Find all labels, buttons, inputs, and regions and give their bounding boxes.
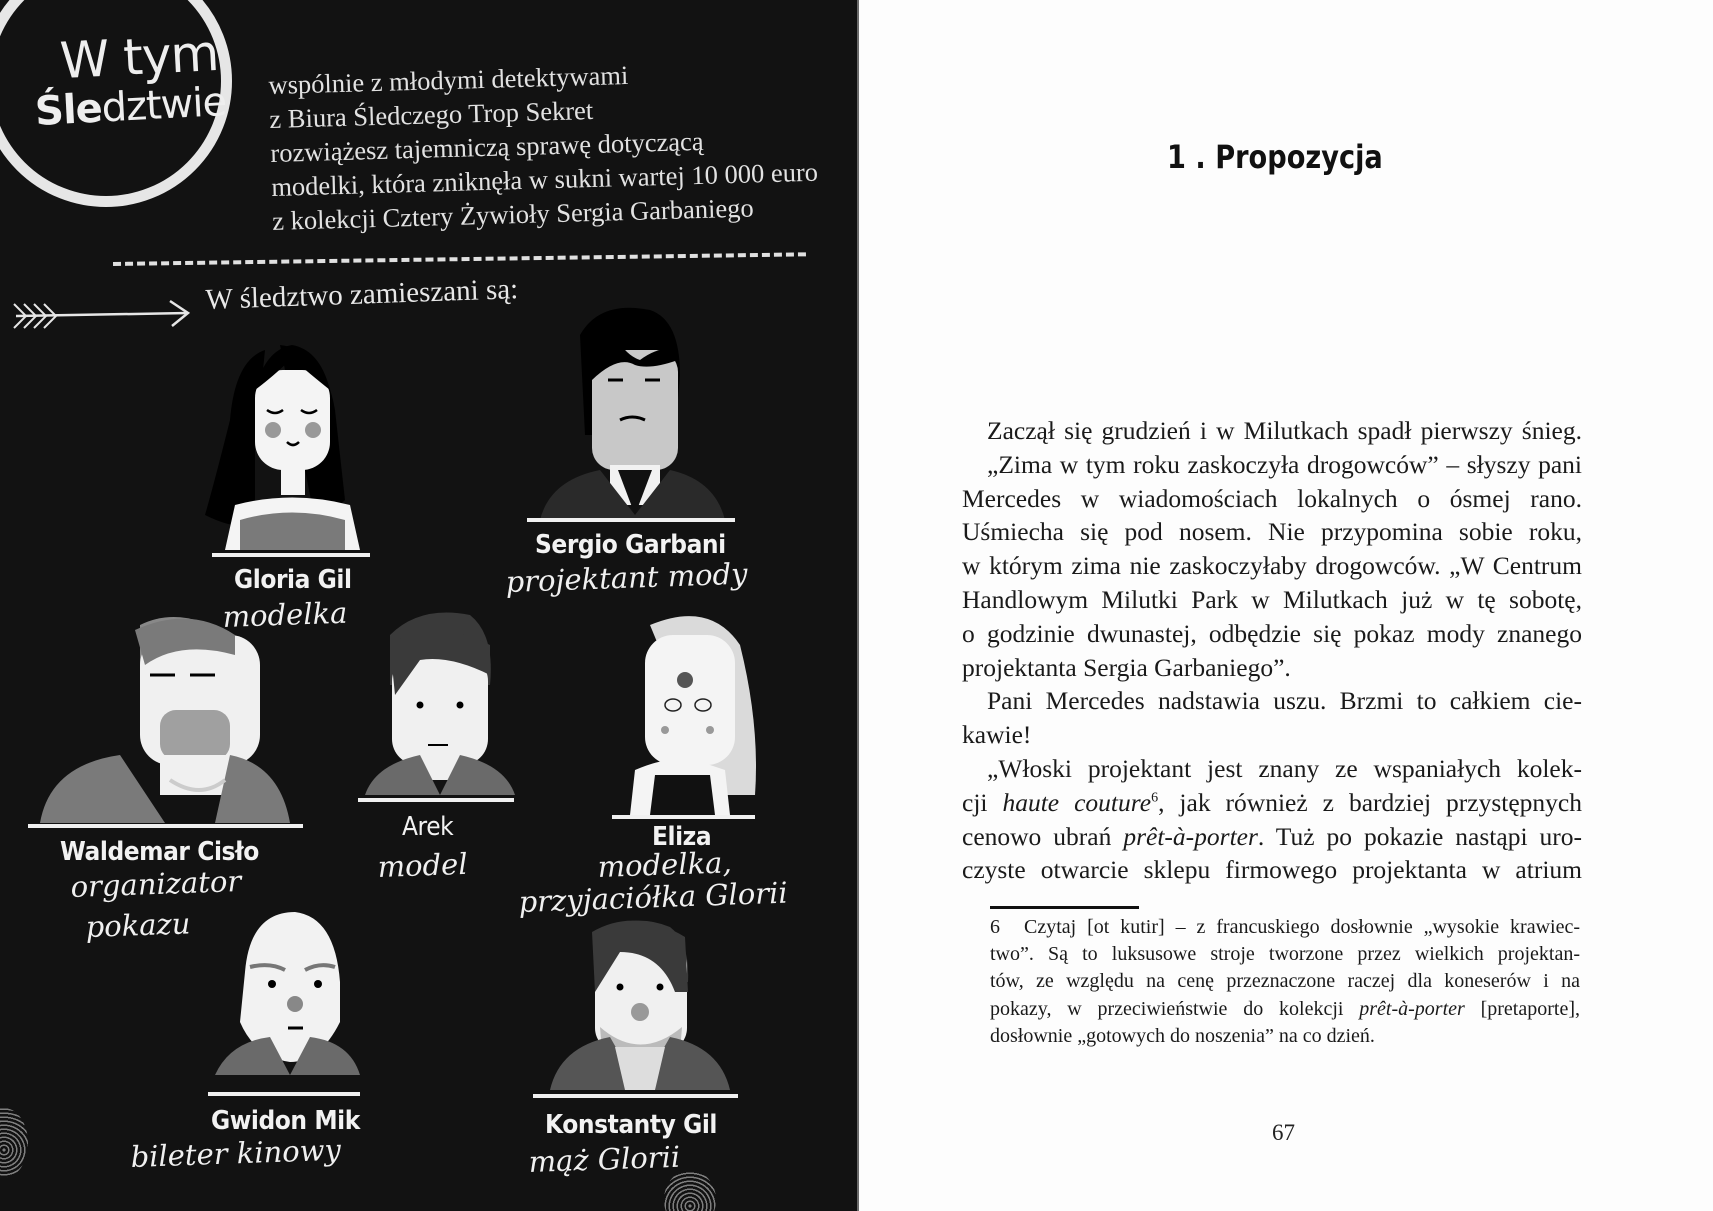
text-run: . Tuż po pokazie nastąpi uro-	[1257, 821, 1582, 851]
eliza-base	[612, 815, 755, 819]
italic-term: haute couture	[1002, 787, 1152, 817]
character-name: Gwidon Mik	[211, 1106, 360, 1136]
character-role: model	[377, 846, 469, 884]
character-name: Sergio Garbani	[535, 530, 726, 560]
footnote-line: dosłownie „gotowych do noszenia” na co dzień.	[990, 1024, 1375, 1047]
character-name: Arek	[402, 812, 454, 842]
text-run: cji	[962, 787, 1003, 817]
intro-text	[268, 51, 857, 238]
intro-line: z kolekcji Cztery Żywioły Sergia Garbaniego	[271, 192, 755, 236]
footnote-line: tów, ze względu na cenę przeznaczone raczej dla koneserów i na	[990, 970, 1580, 993]
chapter-title: 1 . Propozycja	[1167, 138, 1383, 176]
character-role: modelka	[222, 595, 348, 634]
character-role-line: przyjaciółka Glorii	[518, 875, 789, 919]
konstanty-gil-base	[533, 1094, 738, 1098]
arek-base	[358, 798, 514, 802]
text-run: [pretaporte],	[1464, 997, 1580, 1020]
text-run: pokazy, w przeciwieństwie do kolekcji	[990, 997, 1360, 1020]
footnote-line	[990, 914, 1580, 941]
character-role-line: pokazu	[85, 906, 191, 944]
badge-title-line1: W tym	[58, 23, 220, 91]
fingerprint-decoration	[664, 1170, 716, 1211]
character-name: Waldemar Cisło	[60, 837, 259, 867]
text-run: , jak również z bardziej przystępnych	[1158, 787, 1582, 817]
footnote-number: 6	[990, 916, 1000, 938]
intro-line: z Biura Śledczego Trop Sekret	[269, 94, 594, 134]
gloria-gil-portrait	[195, 330, 370, 550]
badge-title-bold-part: Śle	[33, 85, 103, 135]
body-line: Handlowym Milutki Park w Milutkach już w tę sobotę,	[962, 584, 1582, 614]
involved-heading: W śledztwo zamieszani są:	[205, 273, 519, 316]
body-text	[962, 414, 1582, 887]
dashed-divider	[113, 252, 806, 266]
italic-term: prêt-à-porter	[1123, 821, 1258, 851]
gloria-gil-base	[212, 553, 370, 557]
gwidon-mik-portrait	[210, 912, 365, 1075]
body-line: w którym zima nie zaskoczyłaby drogowców. „W Centrum	[962, 551, 1582, 581]
character-role-line: modelka,	[597, 845, 733, 884]
body-line: projektanta Sergia Garbaniego”.	[962, 652, 1291, 682]
arek-portrait	[360, 605, 520, 795]
body-line: „Włoski projektant jest znany ze wspaniałych kolek-	[987, 753, 1582, 783]
page-number: 67	[1272, 1120, 1295, 1145]
waldemar-cislo-base	[28, 824, 303, 828]
body-line: Pani Mercedes nadstawia uszu. Brzmi to całkiem cie-	[987, 686, 1582, 716]
sergio-garbani-base	[527, 518, 735, 522]
body-line: Zaczął się grudzień i w Milutkach spadł pierwszy śnieg.	[987, 416, 1582, 445]
character-role: projektant mody	[505, 556, 749, 599]
konstanty-gil-portrait	[540, 912, 740, 1090]
waldemar-cislo-portrait	[30, 605, 300, 823]
text-run: Czytaj [ot kutir] – z francuskiego dosłownie „wysokie krawiec-	[1024, 916, 1580, 938]
right-page	[859, 0, 1713, 1211]
gwidon-mik-base	[208, 1092, 360, 1096]
character-role-line: organizator	[70, 864, 242, 904]
character-role: mąż Glorii	[528, 1139, 681, 1179]
arrow-icon	[12, 296, 192, 330]
fingerprint-decoration	[0, 1108, 28, 1178]
character-name: Konstanty Gil	[545, 1110, 718, 1140]
footnote-rule	[990, 906, 1139, 909]
text-run: cenowo ubrań	[962, 821, 1124, 851]
character-name: Gloria Gil	[234, 565, 352, 595]
eliza-portrait	[610, 605, 770, 815]
body-line	[962, 820, 1582, 854]
character-name: Eliza	[652, 822, 712, 852]
body-line: o godzinie dwunastej, odbędzie się pokaz mody znanego	[962, 618, 1582, 648]
footnote-line: two”. Są to luksusowe stroje tworzone przez wielkich projektan-	[990, 943, 1580, 966]
body-line: Uśmiecha się pod nosem. Nie przypomina sobie roku,	[962, 517, 1582, 547]
italic-term: prêt-à-porter	[1359, 997, 1465, 1020]
character-role: bileter kinowy	[130, 1132, 342, 1174]
body-line: kawie!	[962, 720, 1032, 750]
intro-line: modelki, która zniknęła w sukni wartej 10 000 euro	[270, 156, 819, 202]
footnote-line	[990, 996, 1580, 1023]
footnote	[990, 914, 1580, 1050]
intro-line: rozwiążesz tajemniczą sprawę dotyczącą	[269, 125, 704, 168]
sergio-garbani-portrait	[530, 305, 730, 520]
body-line: „Zima w tym roku zaskoczyła drogowców” – słyszy pani	[987, 449, 1582, 479]
body-line: Mercedes w wiadomościach lokalnych o ósmej rano.	[962, 483, 1582, 513]
footnote-ref[interactable]: 6	[1151, 790, 1159, 806]
badge-title-rest: dztwie	[100, 79, 228, 132]
body-line	[962, 786, 1582, 820]
body-line: czyste otwarcie sklepu firmowego projektanta w atrium	[962, 855, 1582, 885]
intro-line: wspólnie z młodymi detektywami	[268, 59, 629, 100]
